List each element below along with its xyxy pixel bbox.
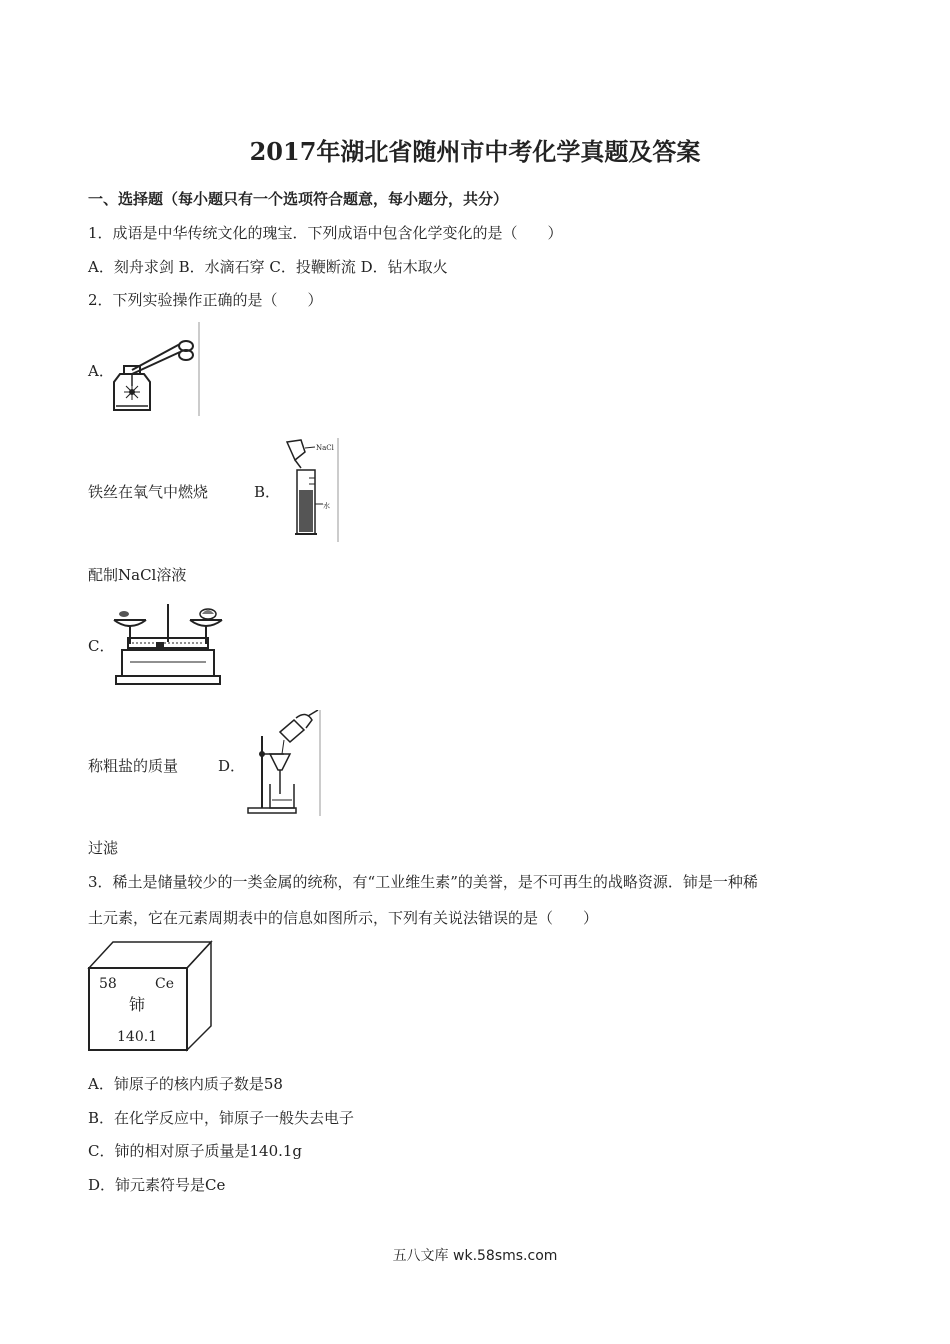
balance-weighing-figure <box>110 598 226 688</box>
iron-wire-burning-figure <box>110 322 202 416</box>
q2-option-a-label: A． <box>88 362 114 380</box>
q2-option-b-caption: 配制NaCl溶液 <box>88 566 187 584</box>
element-name: 铈 <box>129 995 146 1014</box>
footer-watermark: 五八文库 wk.58sms.com <box>392 1248 558 1264</box>
q3-option-d: D．铈元素符号是Ce <box>88 1176 226 1194</box>
q3-stem-line1: 3．稀土是储量较少的一类金属的统称，有“工业维生素”的美誉，是不可再生的战略资源．铈是一种稀 <box>88 873 758 891</box>
q2-option-c-caption: 称粗盐的质量 <box>88 757 179 775</box>
section-heading: 一、选择题（每小题只有一个选项符合题意，每小题分，共分） <box>88 190 509 208</box>
cerium-element-card <box>87 940 213 1052</box>
q2-option-d-label: D． <box>218 757 246 775</box>
element-number: 58 <box>99 976 117 992</box>
filtration-figure <box>244 710 324 816</box>
q2-option-a-caption: 铁丝在氧气中燃烧 <box>88 483 209 501</box>
element-mass: 140.1 <box>117 1029 158 1045</box>
q1-stem: 1．成语是中华传统文化的瑰宝．下列成语中包含化学变化的是（ ） <box>88 224 563 242</box>
page-title: 2017年湖北省随州市中考化学真题及答案 <box>249 137 701 166</box>
q3-option-a: A．铈原子的核内质子数是58 <box>88 1075 283 1093</box>
element-symbol: Ce <box>155 976 174 992</box>
q3-option-c: C．铈的相对原子质量是140.1g <box>88 1142 303 1160</box>
q3-stem-line2: 土元素，它在元素周期表中的信息如图所示，下列有关说法错误的是（ ） <box>88 909 599 927</box>
nacl-solution-figure <box>283 438 341 542</box>
q2-option-d-caption: 过滤 <box>88 839 119 857</box>
q3-option-b: B．在化学反应中，铈原子一般失去电子 <box>88 1109 355 1127</box>
q2-option-b-label: B． <box>254 483 281 501</box>
nacl-figure-label: NaCl <box>316 444 334 452</box>
water-figure-label: 水 <box>323 502 330 510</box>
q2-stem: 2．下列实验操作正确的是（ ） <box>88 291 323 309</box>
q2-option-c-label: C． <box>88 637 115 655</box>
q1-options: A．刻舟求剑 B．水滴石穿 C．投鞭断流 D．钻木取火 <box>88 258 448 276</box>
